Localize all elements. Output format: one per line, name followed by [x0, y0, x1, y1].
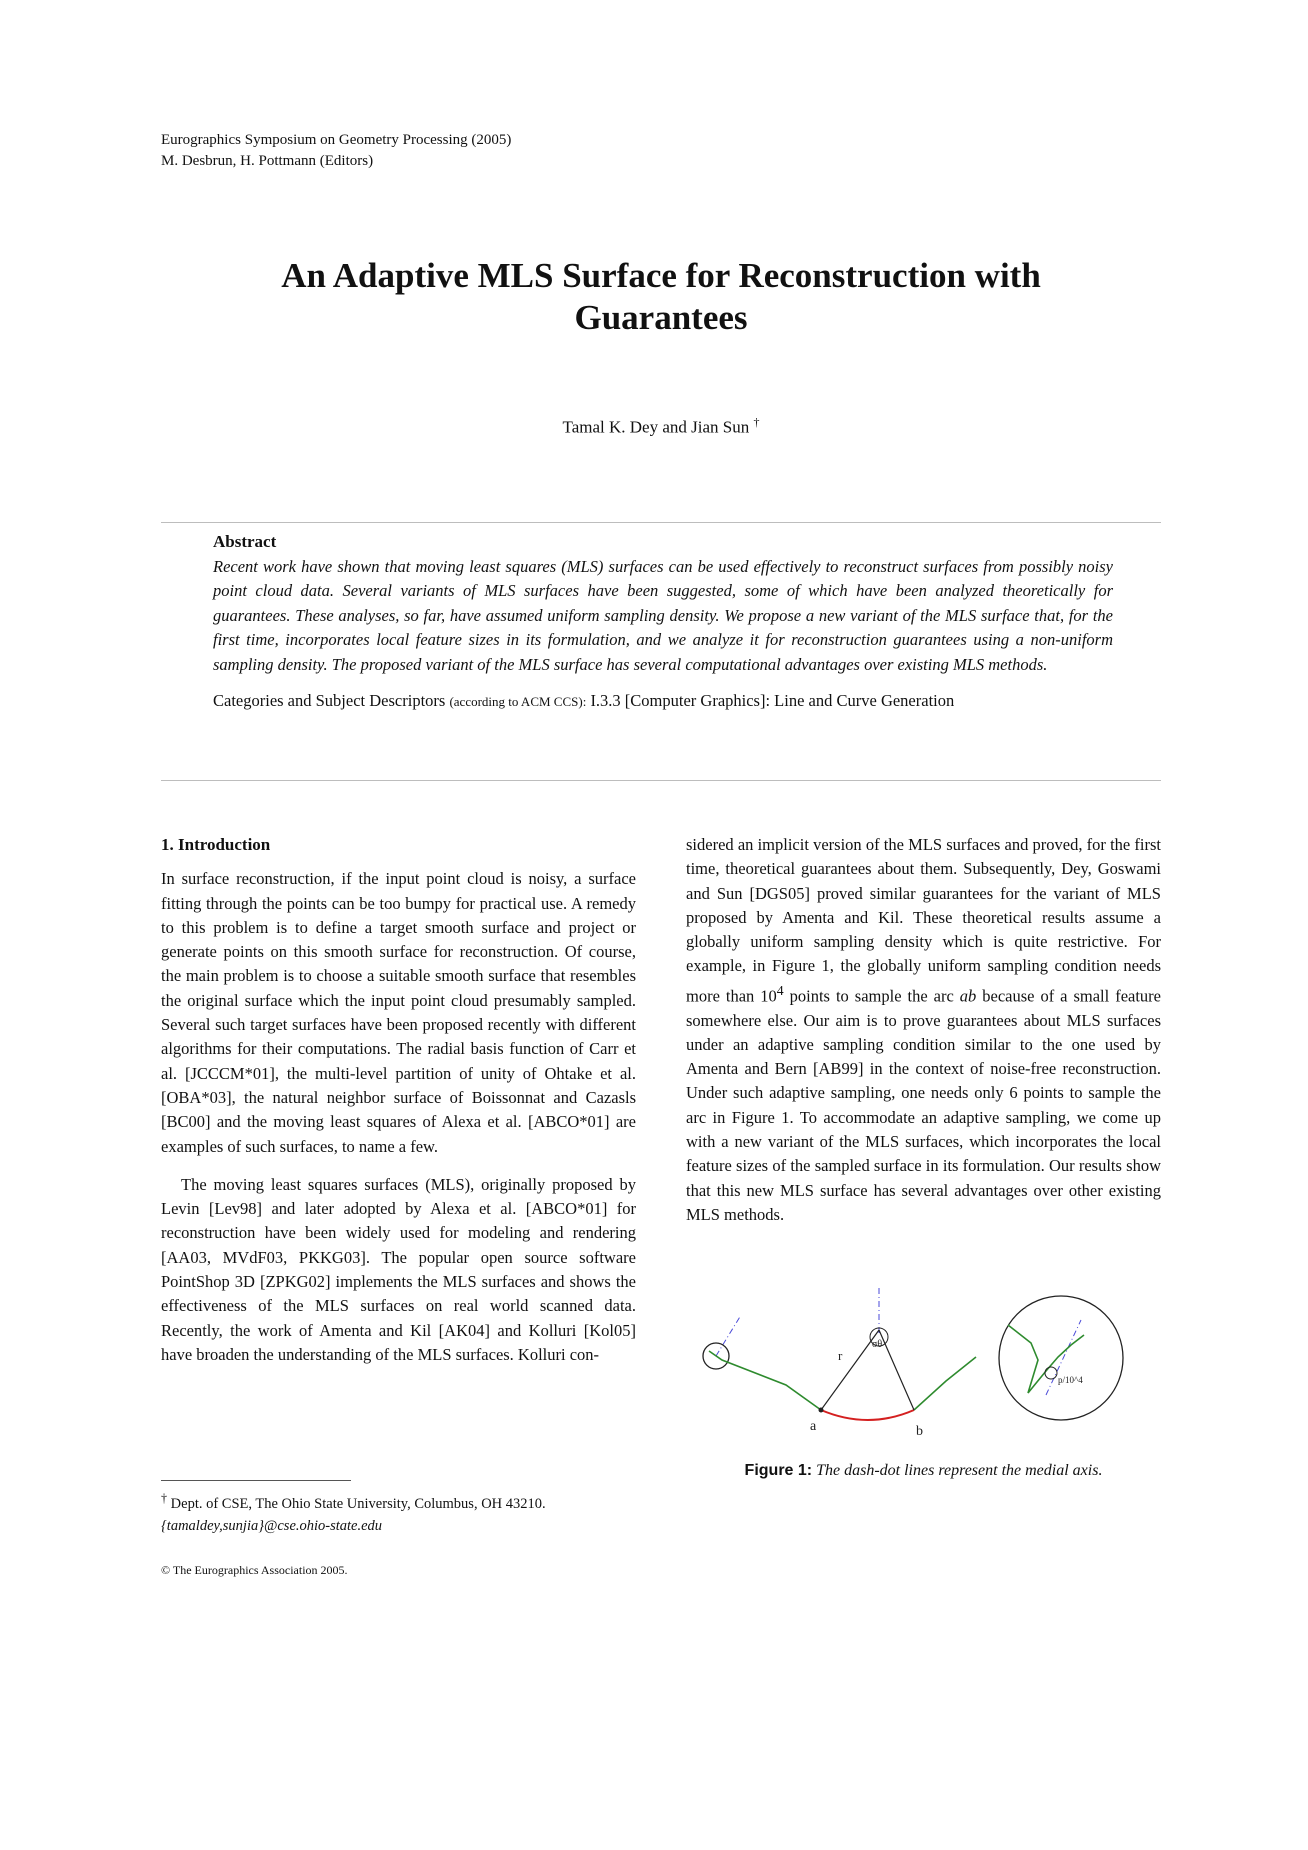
author-line: [161, 415, 1161, 438]
surface-curve-right: [914, 1357, 976, 1410]
top-rule: [161, 522, 1161, 523]
label-angle: σθ: [872, 1339, 883, 1350]
p3-part-c: because of a small feature somewhere else. Our aim is to prove guarantees about MLS surfaces under an adaptive sampling condition similar to the one used by Amenta and Bern [AB99] in the context of noise-free reconstruction. Under such adaptive sampling, one needs only 6 points to sample the arc in Figure 1. To accommodate an adaptive sampling, we come up with a new variant of the MLS surfaces, which incorporates the local feature sizes of the sampled surface in its formulation. Our results show that this new MLS surface has several advantages over other existing MLS methods.: [686, 986, 1161, 1224]
venue-line: Eurographics Symposium on Geometry Processing (2005): [161, 132, 512, 148]
abstract-text: Recent work have shown that moving least squares (MLS) surfaces can be used effectively to reconstruct surfaces from possibly noisy point cloud data. Several variants of MLS surfaces have been suggested, some of which have been analyzed theoretically for guarantees. These analyses, so far, have assumed uniform sampling density. We propose a new variant of the MLS surface that, for the first time, incorporates local feature sizes in its formulation, and we analyze it for reconstruction guarantees using a non-uniform sampling density. The proposed variant of the MLS surface has several computational advantages over existing MLS methods.: [213, 556, 1113, 674]
p3-part-a: sidered an implicit version of the MLS surfaces and proved, for the first time, theoretical guarantees about them. Subsequently, Dey, Goswami and Sun [DGS05] proved similar guarantees for the variant of MLS proposed by Amenta and Kil. These theoretical results assume a globally uniform sampling density which is quite restrictive. For example, in Figure 1, the globally uniform sampling condition needs more than 10: [686, 835, 1161, 1006]
footnote-affiliation: Dept. of CSE, The Ohio State University, Columbus, OH 43210.: [170, 1495, 546, 1512]
intro-paragraph-3: [686, 833, 1161, 1227]
point-a: [819, 1408, 824, 1413]
categories-line: [213, 689, 1113, 715]
abstract-block: [213, 530, 1113, 715]
left-column: [161, 833, 636, 1381]
label-r: r: [838, 1348, 843, 1363]
title-line-2: Guarantees: [574, 298, 748, 337]
intro-paragraph-1: In surface reconstruction, if the input point cloud is noisy, a surface fitting through the points can be too bumpy for practical use. A remedy to this problem is to define a target smooth surface and project or generate points on this smooth surface for reconstruction. Of course, the main problem is to choose a suitable smooth surface that resembles the original surface which the input point cloud presumably sampled. Several such target surfaces have been proposed recently with different algorithms for their computations. The radial basis function of Carr et al. [JCCCM*01], the multi-level partition of unity of Ohtake et al. [OBA*03], the natural neighbor surface of Boissonnat and Cazasls [BC00] and the moving least squares of Alexa et al. [ABCO*01] are examples of such surfaces, to name a few.: [161, 869, 636, 1156]
footnote-email[interactable]: {tamaldey,sunjia}@cse.ohio-state.edu: [161, 1517, 383, 1534]
zoom-circle: [999, 1296, 1123, 1420]
p3-arc-name: ab: [959, 986, 977, 1006]
author-footnote-mark: †: [753, 415, 760, 429]
paper-title: [161, 255, 1161, 339]
intro-paragraph-2: The moving least squares surfaces (MLS), originally proposed by Levin [Lev98] and later adopted by Alexa et al. [ABCO*01] for reconstruction have been widely used for modeling and rendering [AA03, MVdF03, PKKG03]. The popular open source software PointShop 3D [ZPKG02] implements the MLS surfaces and shows the effectiveness of the MLS surfaces on real world scanned data. Recently, the work of Amenta and Kil [AK04] and Kolluri [Kol05] have broaden the understanding of the MLS surfaces. Kolluri con-: [161, 1174, 636, 1364]
figure-1-drawing: [686, 1285, 1161, 1445]
editors-line: M. Desbrun, H. Pottmann (Editors): [161, 153, 374, 169]
right-column: [686, 833, 1161, 1227]
label-b: b: [916, 1424, 923, 1439]
footnote-rule: [161, 1480, 351, 1481]
title-line-1: An Adaptive MLS Surface for Reconstruction with: [281, 256, 1041, 295]
footnote: [161, 1487, 636, 1537]
label-a: a: [810, 1419, 817, 1434]
author-names: Tamal K. Dey and Jian Sun: [562, 417, 750, 437]
figure-1: [686, 1285, 1161, 1445]
p3-superscript: 4: [776, 982, 784, 998]
figure-caption: [686, 1462, 1161, 1480]
categories-value: I.3.3 [Computer Graphics]: Line and Curve Generation: [590, 691, 955, 710]
zoom-small-circle: [1045, 1367, 1057, 1379]
running-header: [161, 130, 511, 172]
surface-curve-left: [709, 1351, 821, 1410]
footnote-mark: †: [161, 1491, 168, 1505]
bottom-rule: [161, 780, 1161, 781]
copyright-notice: © The Eurographics Association 2005.: [161, 1563, 348, 1577]
radius-line-b: [879, 1330, 914, 1410]
categories-label: Categories and Subject Descriptors: [213, 691, 446, 710]
abstract-heading: Abstract: [213, 532, 277, 551]
categories-note: (according to ACM CCS):: [449, 694, 587, 709]
arc-ab: [821, 1410, 914, 1420]
section-heading: 1. Introduction: [161, 835, 271, 854]
p3-part-b: points to sample the arc: [783, 986, 960, 1006]
radius-line-a: [821, 1330, 879, 1410]
label-small-feature: p/10^4: [1058, 1375, 1083, 1385]
medial-axis-line-left: [716, 1315, 741, 1356]
figure-caption-text: The dash-dot lines represent the medial axis.: [816, 1462, 1103, 1479]
figure-caption-label: Figure 1:: [744, 1462, 813, 1479]
